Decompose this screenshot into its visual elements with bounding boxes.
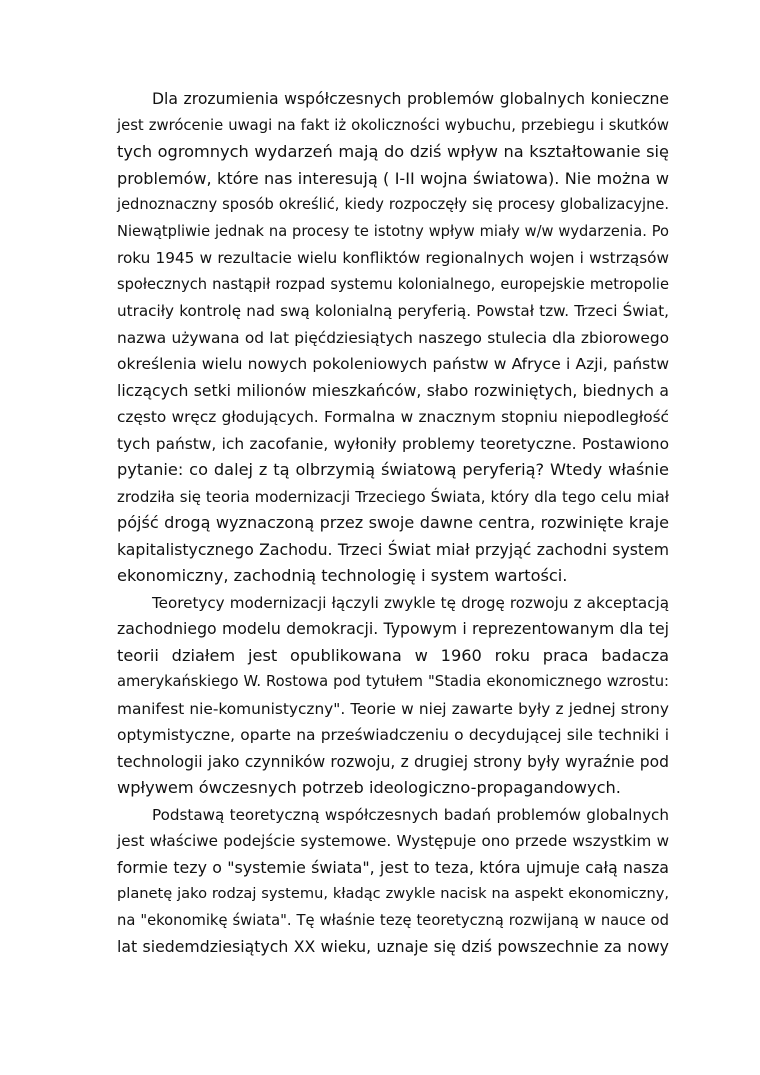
text-line: planetę jako rodzaj systemu, kładąc zwykle nacisk na aspekt ekonomiczny, <box>117 885 669 902</box>
text-line: Podstawą teoretyczną współczesnych badań problemów globalnych <box>152 805 669 824</box>
text-line: wpływem ówczesnych potrzeb ideologiczno-propagandowych. <box>117 778 621 797</box>
text-line: tych państw, ich zacofanie, wyłoniły problemy teoretyczne. Postawiono <box>117 434 669 453</box>
text-line: jest zwrócenie uwagi na fakt iż okoliczności wybuchu, przebiegu i skutków <box>117 116 669 134</box>
text-line: Niewątpliwie jednak na procesy te istotny wpływ miały w/w wydarzenia. Po <box>117 222 669 240</box>
text-line: jednoznaczny sposób określić, kiedy rozpoczęły się procesy globalizacyjne. <box>117 196 669 213</box>
text-line: pójść drogą wyznaczoną przez swoje dawne centra, rozwinięte kraje <box>117 513 669 532</box>
text-line: ekonomiczny, zachodnią technologię i system wartości. <box>117 566 568 585</box>
text-line: manifest nie-komunistyczny". Teorie w niej zawarte były z jednej strony <box>117 699 669 718</box>
text-line: nazwa używana od lat pięćdziesiątych naszego stulecia dla zbiorowego <box>117 328 669 347</box>
text-line: technologii jako czynników rozwoju, z drugiej strony były wyraźnie pod <box>117 752 669 771</box>
text-line: formie tezy o "systemie świata", jest to teza, która ujmuje całą nasza <box>117 857 669 877</box>
text-line: optymistyczne, oparte na przeświadczeniu o decydującej sile techniki i <box>117 726 669 744</box>
text-line: jest właściwe podejście systemowe. Występuje ono przede wszystkim w <box>117 832 669 850</box>
text-line: społecznych nastąpił rozpad systemu kolonialnego, europejskie metropolie <box>117 275 669 293</box>
text-line: teorii działem jest opublikowana w 1960 roku praca badacza <box>117 645 669 665</box>
text-line: pytanie: co dalej z tą olbrzymią światową peryferią? Wtedy właśnie <box>117 460 669 479</box>
text-line: zrodziła się teoria modernizacji Trzeciego Świata, który dla tego celu miał <box>117 487 669 506</box>
text-line: amerykańskiego W. Rostowa pod tytułem "Stadia ekonomicznego wzrostu: <box>117 673 669 690</box>
paragraph-3 <box>117 802 669 961</box>
paragraph-2 <box>117 590 669 802</box>
text-line: liczących setki milionów mieszkańców, słabo rozwiniętych, biednych a <box>117 380 669 400</box>
text-line: często wręcz głodujących. Formalna w znacznym stopniu niepodległość <box>117 408 669 426</box>
text-line: Dla zrozumienia współczesnych problemów globalnych konieczne <box>152 89 669 108</box>
text-line: lat siedemdziesiątych XX wieku, uznaje się dziś powszechnie za nowy <box>117 937 669 956</box>
document-body <box>117 86 669 961</box>
text-line: na "ekonomikę świata". Tę właśnie tezę teoretyczną rozwijaną w nauce od <box>117 911 669 929</box>
text-line: określenia wielu nowych pokoleniowych państw w Afryce i Azji, państw <box>117 355 669 373</box>
text-line: tych ogromnych wydarzeń mają do dziś wpływ na kształtowanie się <box>117 142 669 161</box>
text-line: Teoretycy modernizacji łączyli zwykle tę drogę rozwoju z akceptacją <box>152 593 669 612</box>
text-line: kapitalistycznego Zachodu. Trzeci Świat miał przyjąć zachodni system <box>117 539 669 559</box>
text-line: utraciły kontrolę nad swą kolonialną peryferią. Powstał tzw. Trzeci Świat, <box>117 302 669 320</box>
paragraph-1 <box>117 86 669 590</box>
text-line: problemów, które nas interesują ( I-II wojna światowa). Nie można w <box>117 168 669 188</box>
text-line: roku 1945 w rezultacie wielu konfliktów regionalnych wojen i wstrząsów <box>117 249 669 267</box>
text-line: zachodniego modelu demokracji. Typowym i reprezentowanym dla tej <box>117 619 669 638</box>
